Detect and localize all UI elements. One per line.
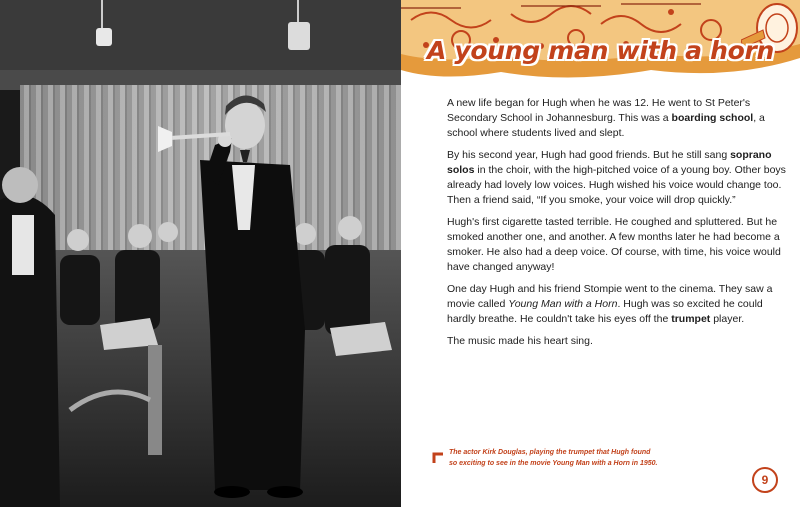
paragraph-4: One day Hugh and his friend Stompie went to the cinema. They saw a movie called Young Man with a Horn. Hugh was so excited he could hardly breathe. He couldn't take his eyes off the trumpet player. xyxy=(447,283,773,325)
page-number: 9 xyxy=(752,467,778,493)
body-text xyxy=(447,96,791,356)
page-title: A young man with a horn xyxy=(426,36,775,65)
photo-caption xyxy=(449,447,749,469)
paragraph-2: By his second year, Hugh had good friends. But he still sang soprano solos in the choir, with the high-pitched voice of a young boy. Other boys already had lovely low voices. Hugh wished his voice would change too. Then a friend said, “If you smoke, your voice will drop quickly.” xyxy=(447,149,786,206)
glossary-term: soprano solos xyxy=(447,149,772,176)
caption-line-2: so exciting to see in the movie Young Man with a Horn in 1950. xyxy=(449,460,658,467)
caption-arrow-icon xyxy=(430,451,444,465)
glossary-term: trumpet xyxy=(671,313,711,325)
glossary-term: boarding school xyxy=(671,112,754,124)
paragraph-3: Hugh's first cigarette tasted terrible. He coughed and spluttered. But he smoked another one, and another. A few months later he had become a smoker. He also had a deep voice. Of course, with time, his voice would have changed anyway! xyxy=(447,216,781,273)
paragraph-5: The music made his heart sing. xyxy=(447,335,593,347)
text-page xyxy=(401,0,800,507)
movie-title: Young Man with a Horn xyxy=(508,298,618,310)
caption-line-1: The actor Kirk Douglas, playing the trumpet that Hugh found xyxy=(449,449,651,456)
paragraph-1: A new life began for Hugh when he was 12. He went to St Peter's Secondary School in Johannesburg. This was a boarding school, a school where students lived and slept. xyxy=(447,97,765,139)
